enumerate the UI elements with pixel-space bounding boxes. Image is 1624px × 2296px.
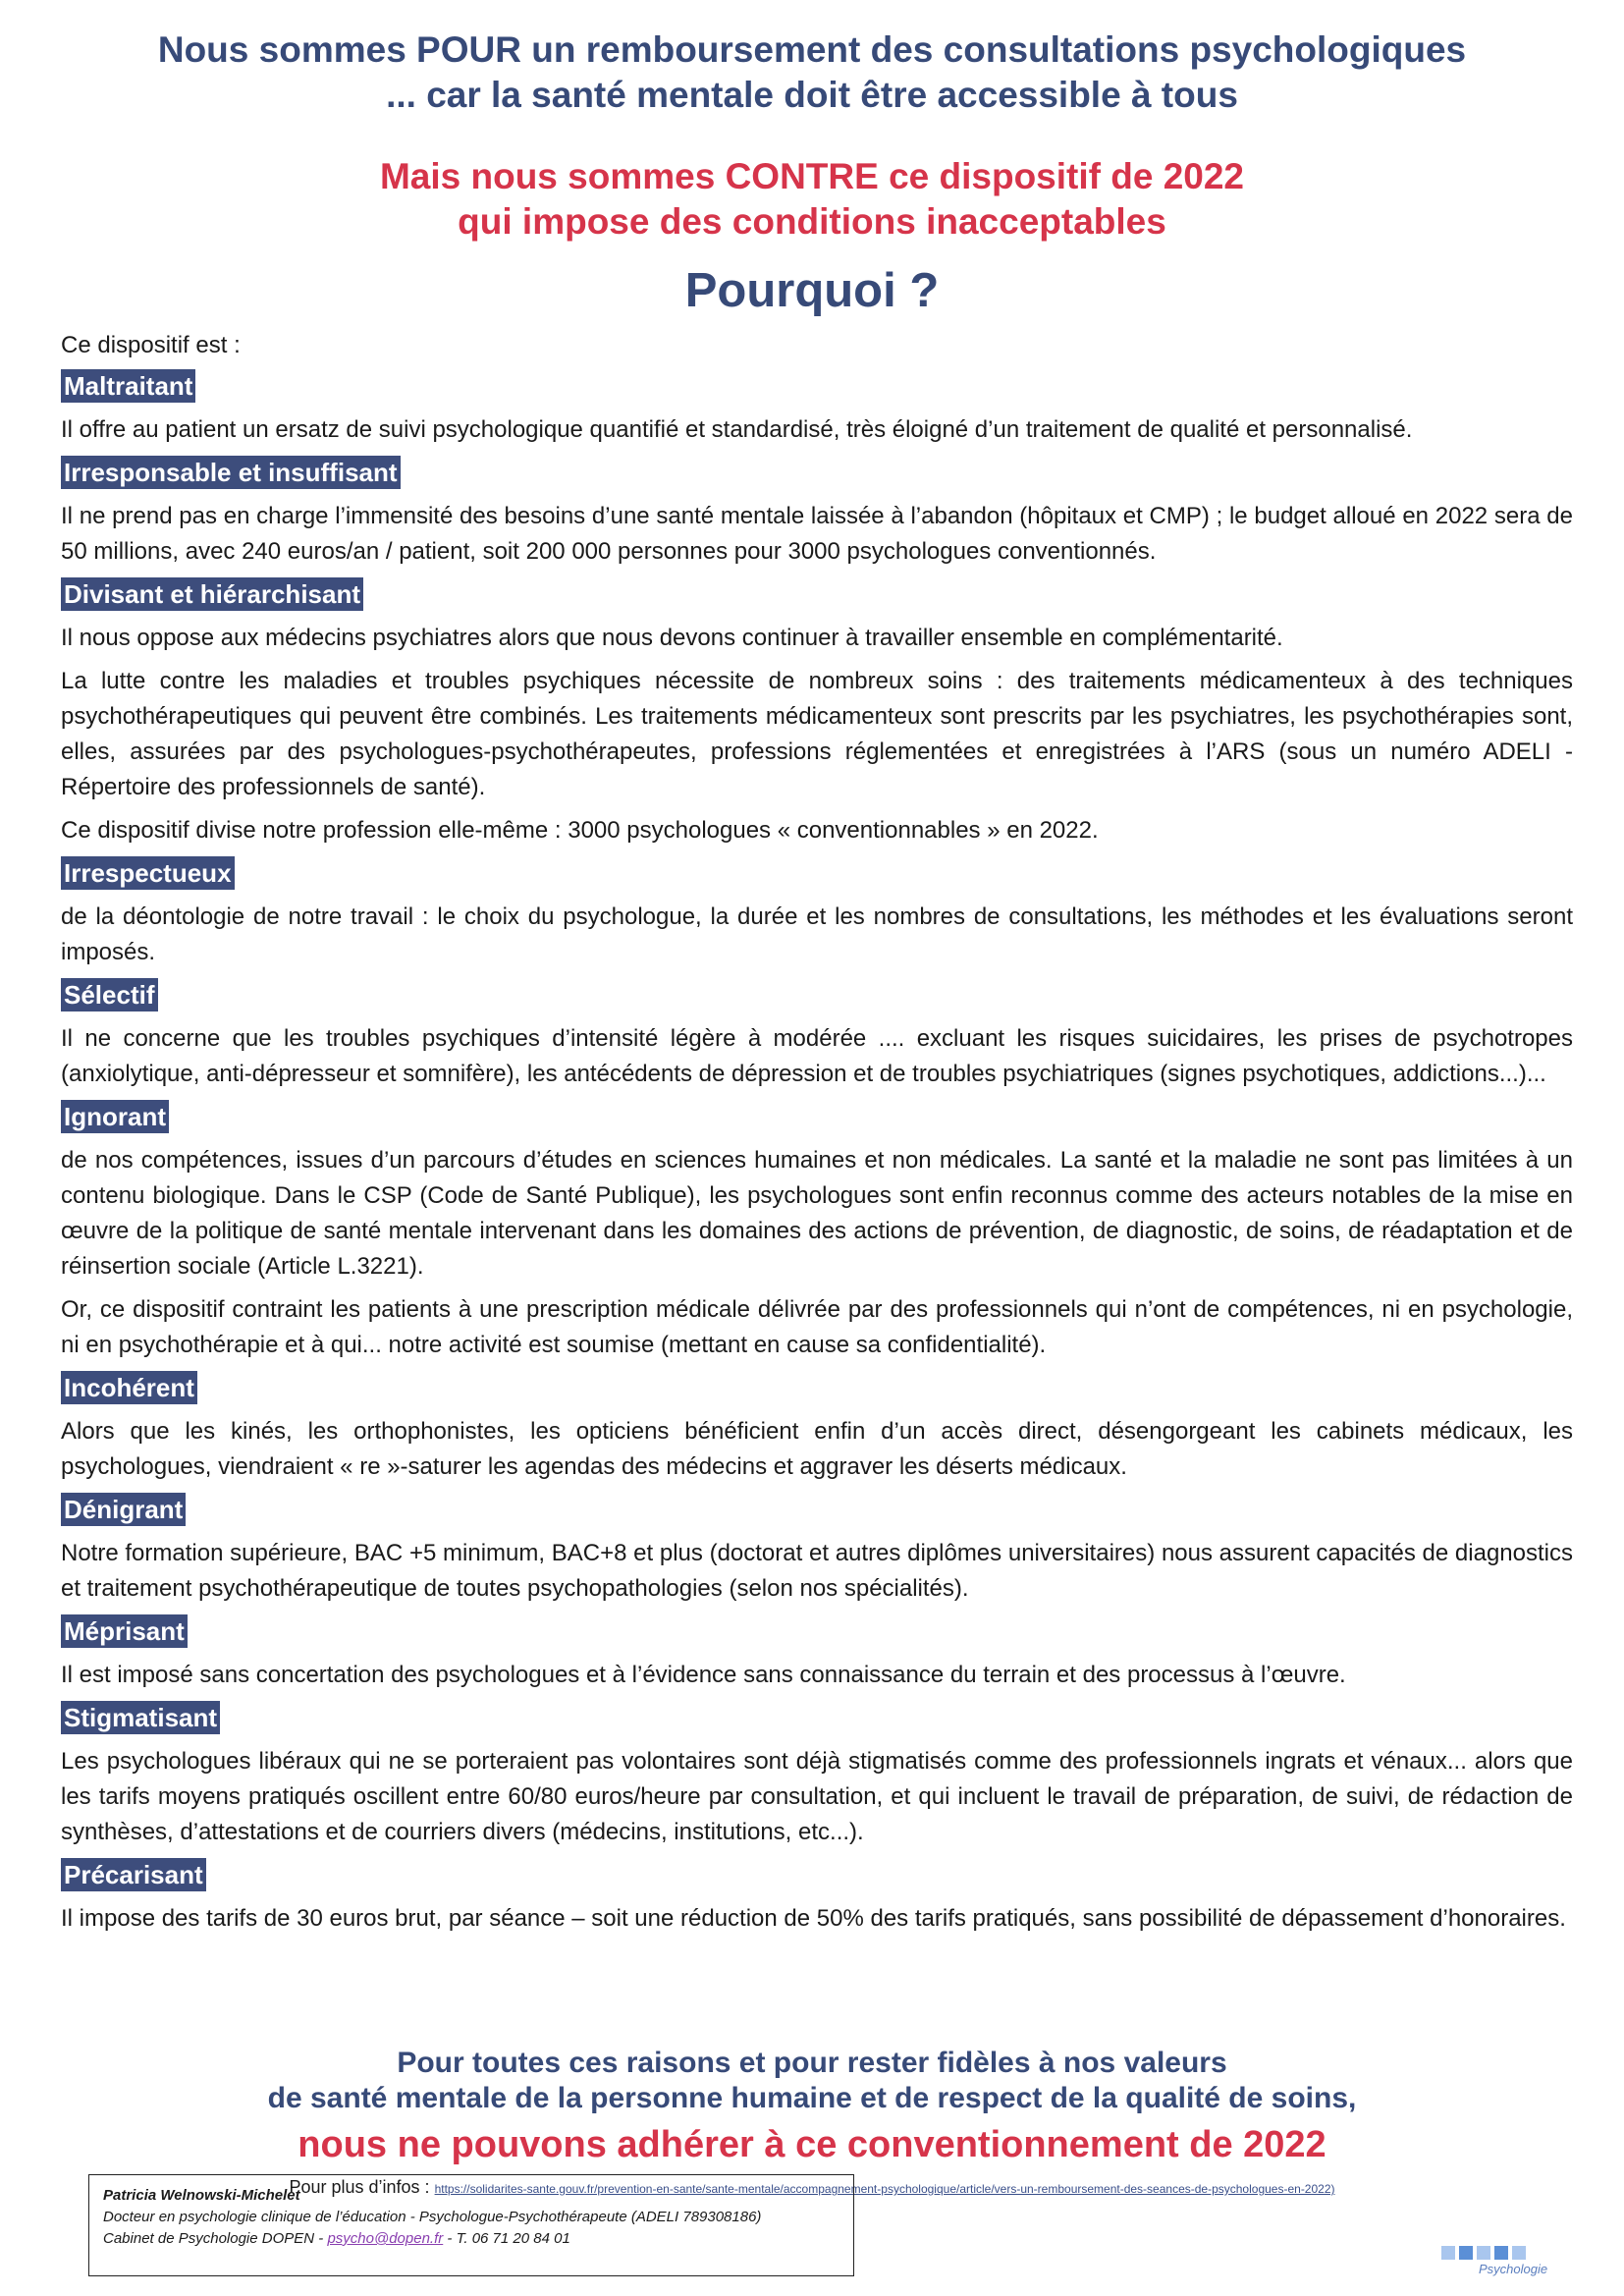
header-pour	[0, 27, 1624, 118]
more-info-label: Pour plus d’infos :	[289, 2177, 430, 2197]
signature-email[interactable]: psycho@dopen.fr	[327, 2230, 444, 2247]
footer-line-1: Pour toutes ces raisons et pour rester fidèles à nos valeurs	[397, 2047, 1227, 2079]
section	[61, 577, 1573, 848]
signature-name: Patricia Welnowski-Michelet	[103, 2187, 300, 2204]
section-keyword: Sélectif	[61, 978, 158, 1011]
section	[61, 1858, 1573, 1937]
logo-caption: Psychologie	[1479, 2262, 1548, 2276]
section-paragraph: Les psychologues libéraux qui ne se porteraient pas volontaires sont déjà stigmatisés comme des professionnels ingrats et vénaux... alors que les tarifs moyens pratiqués oscillent entre 60/80 euros/heure par consultation, et qui incluent le travail de préparation, de suivi, de rédaction de synthèses, d’attestations et de courriers divers (médecins, institutions, etc...).	[61, 1748, 1573, 1845]
header-question: Pourquoi ?	[684, 264, 940, 317]
section-keyword: Stigmatisant	[61, 1701, 220, 1734]
header-line-2: ... car la santé mentale doit être accessible à tous	[386, 75, 1238, 115]
section	[61, 1701, 1573, 1850]
section-keyword: Irresponsable et insuffisant	[61, 456, 401, 489]
section	[61, 1493, 1573, 1607]
section-keyword: Divisant et hiérarchisant	[61, 577, 363, 611]
more-info-link[interactable]: https://solidarites-sante.gouv.fr/prevention-en-sante/sante-mentale/accompagnement-psychologique/article/vers-un-remboursement-des-seances-de-psychologues-en-2022)	[434, 2182, 1335, 2196]
header-line-3: Mais nous sommes CONTRE ce dispositif de 2022	[379, 156, 1245, 196]
section-keyword: Incohérent	[61, 1371, 197, 1404]
section	[61, 856, 1573, 970]
section-paragraph: Il impose des tarifs de 30 euros brut, par séance – soit une réduction de 50% des tarifs pratiqués, sans possibilité de dépassement d’honoraires.	[61, 1905, 1566, 1932]
section-keyword: Ignorant	[61, 1100, 169, 1133]
section-keyword: Maltraitant	[61, 369, 195, 403]
section-paragraph: Il est imposé sans concertation des psychologues et à l’évidence sans connaissance du terrain et des processus à l’œuvre.	[61, 1662, 1346, 1688]
signature-title: Docteur en psychologie clinique de l’éducation - Psychologue-Psychothérapeute (ADELI 789308186)	[103, 2209, 762, 2225]
header-line-4: qui impose des conditions inacceptables	[458, 201, 1166, 242]
header-line-1: Nous sommes POUR un remboursement des consultations psychologiques	[157, 29, 1467, 70]
sections-list	[61, 369, 1573, 1937]
signature-box	[88, 2174, 854, 2276]
section-paragraph: Il ne concerne que les troubles psychiques d’intensité légère à modérée .... excluant les risques suicidaires, les prises de psychotropes (anxiolytique, anti-dépresseur et somnifère), les antécédents de dépression et de troubles psychiatriques (signes psychotiques, addictions...)...	[61, 1025, 1573, 1087]
section-keyword: Méprisant	[61, 1614, 188, 1648]
section-paragraph: de la déontologie de notre travail : le choix du psychologue, la durée et les nombres de consultations, les méthodes et les évaluations seront imposés.	[61, 903, 1573, 965]
section-paragraph: Notre formation supérieure, BAC +5 minimum, BAC+8 et plus (doctorat et autres diplômes universitaires) nous assurent capacités de diagnostics et traitement psychothérapeutique de toutes psychopathologies (selon nos spécialités).	[61, 1540, 1573, 1602]
signature-contact	[103, 2228, 839, 2250]
header-contre	[0, 154, 1624, 245]
signature-cabinet: Cabinet de Psychologie DOPEN -	[103, 2230, 324, 2247]
signature-phone: - T. 06 71 20 84 01	[447, 2230, 570, 2247]
section	[61, 1371, 1573, 1485]
section-keyword: Irrespectueux	[61, 856, 235, 890]
section-keyword: Dénigrant	[61, 1493, 186, 1526]
section-paragraph: Il nous oppose aux médecins psychiatres alors que nous devons continuer à travailler ensemble en complémentarité.	[61, 625, 1283, 651]
section-paragraph: Or, ce dispositif contraint les patients à une prescription médicale délivrée par des professionnels qui n’ont de compétences, ni en psychologie, ni en psychothérapie et à qui... notre activité est soumise (mettant en cause sa confidentialité).	[61, 1296, 1573, 1358]
section-paragraph: Ce dispositif divise notre profession elle-même : 3000 psychologues « conventionnables » en 2022.	[61, 817, 1099, 844]
logo-mark-icon	[1441, 2246, 1569, 2260]
section-paragraph: La lutte contre les maladies et troubles psychiques nécessite de nombreux soins : des traitements médicamenteux à des techniques psychothérapeutiques qui peuvent être combinés. Les traitements médicamenteux sont prescrits par les psychiatres, les psychothérapies sont, elles, assurées par des psychologues-psychothérapeutes, professions réglementées et enregistrées à l’ARS (sous un numéro ADELI - Répertoire des professionnels de santé).	[61, 668, 1573, 800]
section-paragraph: de nos compétences, issues d’un parcours d’études en sciences humaines et non médicales. La santé et la maladie ne sont pas limitées à un contenu biologique. Dans le CSP (Code de Santé Publique), les psychologues sont enfin reconnus comme des acteurs notables de la mise en œuvre de la politique de santé mentale intervenant dans les domaines des actions de prévention, de diagnostic, de soins, de réadaptation et de réinsertion sociale (Article L.3221).	[61, 1147, 1573, 1280]
section	[61, 978, 1573, 1092]
main-content	[61, 330, 1573, 1944]
section	[61, 456, 1573, 570]
dopen-logo	[1441, 2246, 1569, 2289]
section-paragraph: Alors que les kinés, les orthophonistes, les opticiens bénéficient enfin d’un accès direct, désengorgeant les cabinets médicaux, les psychologues, viendraient « re »-saturer les agendas des médecins et aggraver les déserts médicaux.	[61, 1418, 1573, 1480]
section	[61, 369, 1573, 448]
section	[61, 1100, 1573, 1363]
footer-line-2: de santé mentale de la personne humaine et de respect de la qualité de soins,	[267, 2082, 1357, 2114]
section-keyword: Précarisant	[61, 1858, 206, 1891]
section-paragraph: Il offre au patient un ersatz de suivi psychologique quantifié et standardisé, très éloigné d’un traitement de qualité et personnalisé.	[61, 416, 1413, 443]
section-paragraph: Il ne prend pas en charge l’immensité des besoins d’une santé mentale laissée à l’abandon (hôpitaux et CMP) ; le budget alloué en 2022 sera de 50 millions, avec 240 euros/an / patient, soit 200 000 personnes pour 3000 psychologues conventionnés.	[61, 503, 1573, 565]
section	[61, 1614, 1573, 1693]
intro-text: Ce dispositif est :	[61, 332, 241, 358]
footer-line-3: nous ne pouvons adhérer à ce conventionnement de 2022	[298, 2124, 1326, 2165]
